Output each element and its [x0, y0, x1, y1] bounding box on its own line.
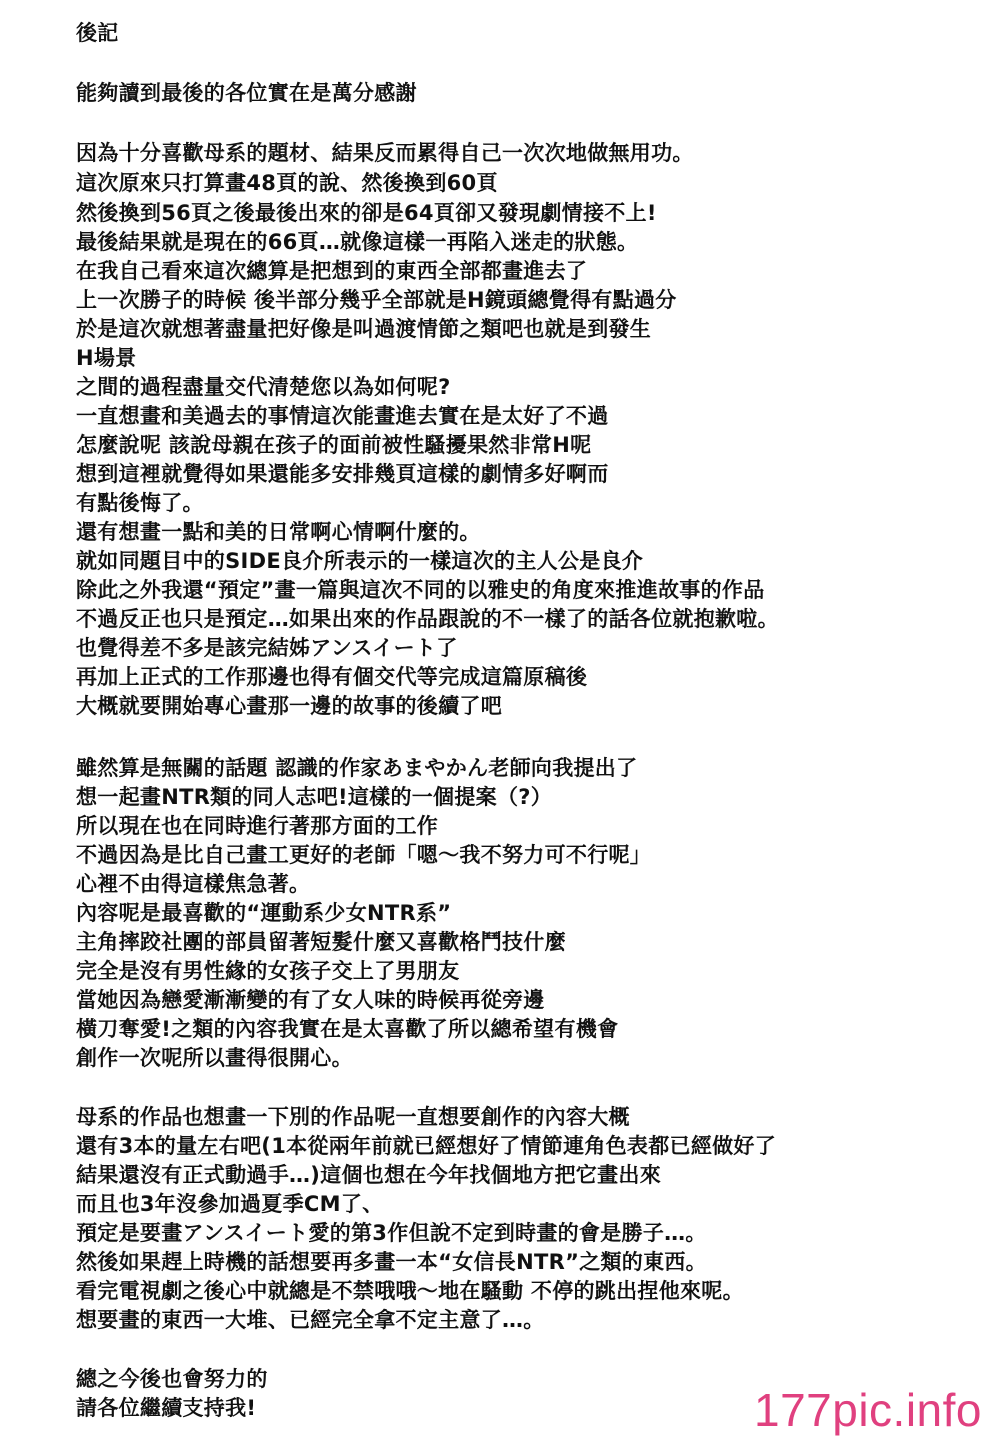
text-line: 再加上正式的工作那邊也得有個交代等完成這篇原稿後	[76, 665, 588, 689]
afterword-title: 後記	[76, 21, 119, 45]
text-line: 不過因為是比自己畫工更好的老師「嗯～我不努力可不行呢」	[76, 843, 652, 867]
text-line: 想要畫的東西一大堆、已經完全拿不定主意了…。	[76, 1308, 545, 1332]
text-line: 當她因為戀愛漸漸變的有了女人味的時候再從旁邊	[76, 988, 545, 1012]
text-line: 總之今後也會努力的	[76, 1367, 268, 1391]
text-line: 母系的作品也想畫一下別的作品呢一直想要創作的內容大概	[76, 1105, 630, 1129]
text-line: 預定是要畫アンスイート愛的第3作但說不定到時畫的會是勝子…。	[76, 1221, 707, 1245]
text-line: 請各位繼續支持我!	[76, 1396, 257, 1420]
text-line: 然後如果趕上時機的話想要再多畫一本“女信長NTR”之類的東西。	[76, 1250, 707, 1274]
text-line: 雖然算是無關的話題 認識的作家あまやかん老師向我提出了	[76, 756, 638, 780]
text-line: 除此之外我還“預定”畫一篇與這次不同的以雅史的角度來推進故事的作品	[76, 578, 765, 602]
text-line: 創作一次呢所以畫得很開心。	[76, 1046, 353, 1070]
text-line: 想到這裡就覺得如果還能多安排幾頁這樣的劇情多好啊而	[76, 462, 609, 486]
text-line: 主角摔跤社團的部員留著短髮什麼又喜歡格鬥技什麼	[76, 930, 566, 954]
text-line: 還有3本的量左右吧(1本從兩年前就已經想好了情節連角色表都已經做好了	[76, 1134, 777, 1158]
text-line: 之間的過程盡量交代清楚您以為如何呢?	[76, 375, 451, 399]
text-line: 這次原來只打算畫48頁的說、然後換到60頁	[76, 171, 498, 195]
text-line: 完全是沒有男性緣的女孩子交上了男朋友	[76, 959, 460, 983]
text-line: 而且也3年沒參加過夏季CM了、	[76, 1192, 384, 1216]
text-line: 結果還沒有正式動過手…)這個也想在今年找個地方把它畫出來	[76, 1163, 661, 1187]
text-line: 一直想畫和美過去的事情這次能畫進去實在是太好了不過	[76, 404, 609, 428]
text-line: 還有想畫一點和美的日常啊心情啊什麼的。	[76, 520, 481, 544]
text-line: 然後換到56頁之後最後出來的卻是64頁卻又發現劇情接不上!	[76, 201, 657, 225]
text-line: 就如同題目中的SIDE良介所表示的一樣這次的主人公是良介	[76, 549, 644, 573]
text-line: 心裡不由得這樣焦急著。	[76, 872, 311, 896]
text-line: 因為十分喜歡母系的題材、結果反而累得自己一次次地做無用功。	[76, 141, 694, 165]
text-line: 橫刀奪愛!之類的內容我實在是太喜歡了所以總希望有機會	[76, 1017, 619, 1041]
text-line: 上一次勝子的時候 後半部分幾乎全部就是H鏡頭總覺得有點過分	[76, 288, 677, 312]
text-line: 於是這次就想著盡量把好像是叫過渡情節之類吧也就是到發生	[76, 317, 652, 341]
text-line: 大概就要開始專心畫那一邊的故事的後續了吧	[76, 694, 502, 718]
text-line: 最後結果就是現在的66頁…就像這樣一再陷入迷走的狀態。	[76, 230, 639, 254]
text-line: 想一起畫NTR類的同人志吧!這樣的一個提案（?）	[76, 785, 553, 809]
text-line: 怎麼說呢 該說母親在孩子的面前被性騷擾果然非常H呢	[76, 433, 592, 457]
text-line: 有點後悔了。	[76, 491, 204, 515]
text-line: 所以現在也在同時進行著那方面的工作	[76, 814, 439, 838]
text-line: 不過反正也只是預定…如果出來的作品跟說的不一樣了的話各位就抱歉啦。	[76, 607, 779, 631]
text-line: 能夠讀到最後的各位實在是萬分感謝	[76, 81, 417, 105]
text-line: H場景	[76, 346, 137, 370]
site-watermark: 177pic.info	[754, 1384, 982, 1436]
text-line: 內容呢是最喜歡的“運動系少女NTR系”	[76, 901, 452, 925]
text-line: 在我自己看來這次總算是把想到的東西全部都畫進去了	[76, 259, 588, 283]
text-line: 也覺得差不多是該完結姊アンスイート了	[76, 636, 458, 660]
text-line: 看完電視劇之後心中就總是不禁哦哦～地在騷動 不停的跳出捏他來呢。	[76, 1279, 744, 1303]
